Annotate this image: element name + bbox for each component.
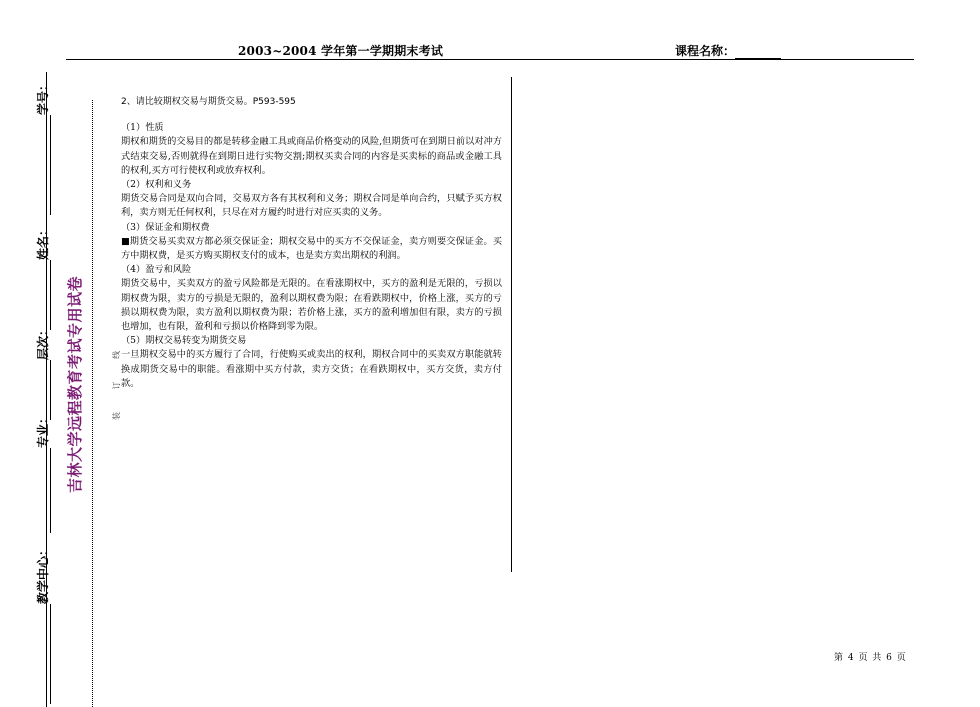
student-id-field	[34, 79, 51, 215]
section-heading: （2）权利和义务	[121, 179, 192, 191]
section-body: 期货交易中，买卖双方的盈亏风险都是无限的。在看涨期权中，买方的盈利是无限的，亏损以期权费为限，卖方的亏损是无限的，盈利以期权费为限；在看跌期权中，价格上涨，买方的亏损以期权费为限，卖方盈利以期权费为限；若价格上涨，买方的盈利增加但有限，卖方的亏损也增加，也有限，盈利和亏损以价格降到零为限。	[121, 278, 502, 333]
major-label: 专业：	[36, 411, 50, 448]
section-heading: （3）保证金和期权费	[121, 221, 210, 233]
teaching-center-blank	[38, 604, 51, 704]
column-divider	[511, 77, 512, 572]
binding-dotted-line	[92, 100, 93, 707]
page-number: 第 4 页 共 6 页	[834, 653, 907, 663]
section-body: ■期货交易买卖双方都必须交保证金；期权交易中的买方不交保证金，卖方则要交保证金。买方中期权费，是买方购买期权支付的成本，也是卖方卖出期权的利润。	[121, 235, 502, 262]
teaching-center-label: 教学中心：	[36, 543, 50, 604]
header-rule	[66, 59, 914, 60]
section-heading: （5）期权交易转变为期货交易	[121, 335, 247, 347]
school-exam-stamp: 吉林大学远程教育考试专用试卷	[66, 275, 84, 493]
name-blank	[38, 260, 51, 330]
binding-label: 装 订 线	[112, 340, 121, 420]
section-1	[121, 121, 502, 178]
section-body: 期权和期货的交易目的都是转移金融工具或商品价格变动的风险,但期货可在到期日前以对冲方式结束交易,否则就得在到期日进行实物交割;期权买卖合同的内容是买卖标的商品或金融工具的权利,买方可行使权利或放弃权利。	[121, 136, 502, 176]
major-blank	[38, 448, 51, 533]
section-heading: （1）性质	[121, 122, 164, 134]
level-field	[34, 324, 51, 420]
name-label: 姓名：	[36, 223, 50, 260]
section-body: 一旦期权交易中的买方履行了合同，行使购买或卖出的权利，期权合同中的买卖双方职能就转换成期货交易中的职能。看涨期中买方付款，卖方交货；在看跌期权中，买方交货，卖方付款。	[121, 349, 502, 389]
exam-title: 2003~2004 学年第一学期期末考试	[238, 44, 444, 58]
name-field	[34, 224, 51, 330]
section-heading: （4）盈亏和风险	[121, 264, 192, 276]
answer-content	[121, 95, 502, 391]
section-2	[121, 178, 502, 221]
section-3	[121, 221, 502, 264]
question-title: 2、请比较期权交易与期货交易。P593-595	[121, 97, 296, 107]
section-4	[121, 263, 502, 334]
major-field	[34, 412, 51, 533]
level-label: 层次：	[36, 323, 50, 360]
student-id-blank	[38, 115, 51, 215]
course-name-label: 课程名称：	[675, 44, 736, 58]
section-body: 期货交易合同是双向合同，交易双方各有其权利和义务；期权合同是单向合约，只赋予买方权利，卖方则无任何权利，只尽在对方履约时进行对应买卖的义务。	[121, 193, 502, 219]
course-name-field	[675, 42, 781, 59]
teaching-center-field	[34, 544, 51, 704]
student-id-label: 学号：	[36, 78, 50, 115]
section-5	[121, 334, 502, 391]
course-name-blank	[735, 45, 781, 59]
